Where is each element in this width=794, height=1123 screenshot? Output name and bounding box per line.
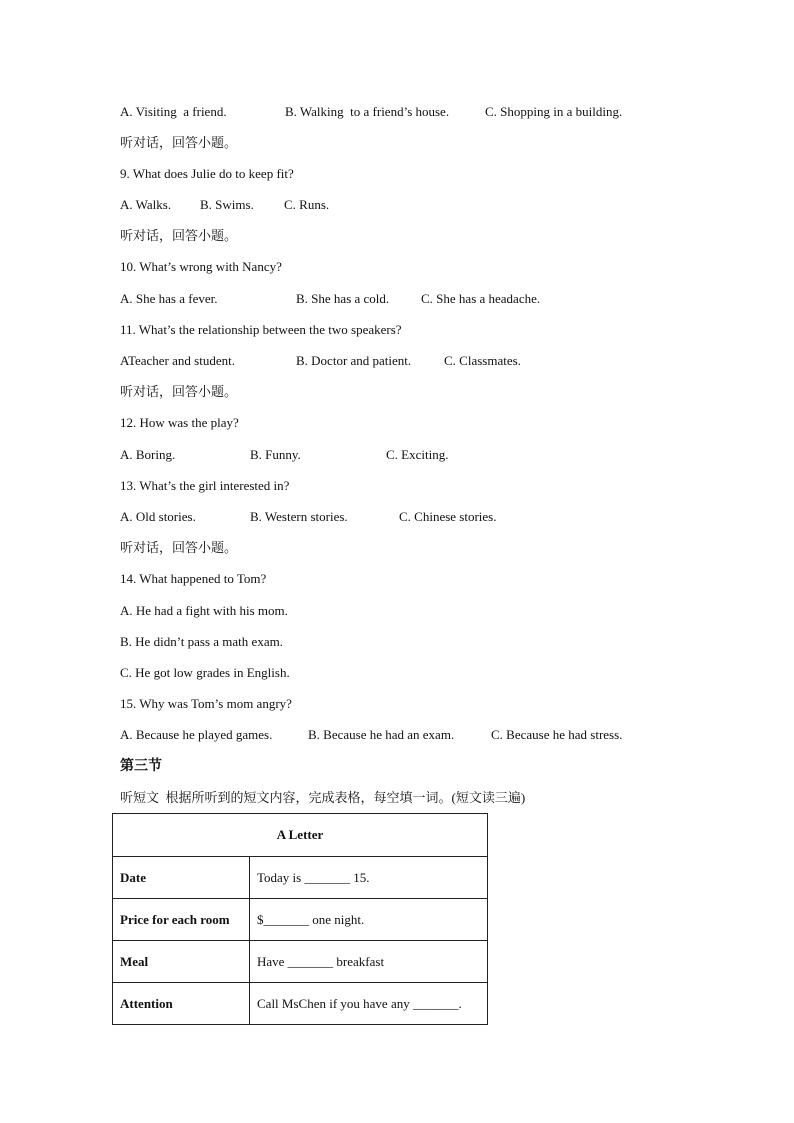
q11-option-b: B. Doctor and patient. xyxy=(296,353,412,368)
q11-question: 11. What’s the relationship between the two speakers? xyxy=(120,322,402,337)
q14-option-a: A. He had a fight with his mom. xyxy=(120,603,288,618)
q10-option-a: A. She has a fever. xyxy=(120,291,218,306)
q11-option-c: C. Classmates. xyxy=(444,353,521,368)
section-instruction: 听短文 根据所听到的短文内容，完成表格，每空填一词。(短文读三遍) xyxy=(120,790,526,805)
q15-question: 15. Why was Tom’s mom angry? xyxy=(120,696,292,711)
row-label-attention: Attention xyxy=(113,983,250,1025)
q9-option-b: B. Swims. xyxy=(200,197,254,212)
row-value-attention: Call MsChen if you have any _______. xyxy=(250,983,488,1025)
instruction-4: 听对话，回答小题。 xyxy=(120,540,238,555)
q14-option-c: C. He got low grades in English. xyxy=(120,665,290,680)
q8-option-c: C. Shopping in a building. xyxy=(485,104,623,119)
instruction-2: 听对话，回答小题。 xyxy=(120,228,238,243)
q15-option-a: A. Because he played games. xyxy=(120,727,273,742)
q13-option-c: C. Chinese stories. xyxy=(399,509,497,524)
q10-question: 10. What’s wrong with Nancy? xyxy=(120,259,282,274)
q11-option-a: ATeacher and student. xyxy=(120,353,235,368)
q10-option-b: B. She has a cold. xyxy=(296,291,390,306)
q8-option-b: B. Walking to a friend’s house. xyxy=(285,104,450,119)
q15-option-b: B. Because he had an exam. xyxy=(308,727,455,742)
table-title: A Letter xyxy=(113,814,488,857)
q12-question: 12. How was the play? xyxy=(120,415,239,430)
instruction-1: 听对话，回答小题。 xyxy=(120,135,238,150)
row-value-price: $_______ one night. xyxy=(250,899,488,941)
row-label-price: Price for each room xyxy=(113,899,250,941)
row-label-meal: Meal xyxy=(113,941,250,983)
q8-option-a: A. Visiting a friend. xyxy=(120,104,227,119)
table-row xyxy=(113,857,488,899)
q12-option-b: B. Funny. xyxy=(250,447,301,462)
row-label-date: Date xyxy=(113,857,250,899)
row-value-meal: Have _______ breakfast xyxy=(250,941,488,983)
q9-question: 9. What does Julie do to keep fit? xyxy=(120,166,294,181)
q13-option-b: B. Western stories. xyxy=(250,509,348,524)
q12-option-c: C. Exciting. xyxy=(386,447,449,462)
table-row xyxy=(113,899,488,941)
section-heading: 第三节 xyxy=(120,759,162,774)
q14-option-b: B. He didn’t pass a math exam. xyxy=(120,634,283,649)
q9-option-c: C. Runs. xyxy=(284,197,330,212)
q14-question: 14. What happened to Tom? xyxy=(120,571,267,586)
table-row xyxy=(113,941,488,983)
q9-option-a: A. Walks. xyxy=(120,197,172,212)
q10-option-c: C. She has a headache. xyxy=(421,291,541,306)
table-title-row xyxy=(113,814,488,857)
letter-table xyxy=(112,813,488,1025)
table-row xyxy=(113,983,488,1025)
instruction-3: 听对话，回答小题。 xyxy=(120,384,238,399)
q13-option-a: A. Old stories. xyxy=(120,509,196,524)
q13-question: 13. What’s the girl interested in? xyxy=(120,478,290,493)
q15-option-c: C. Because he had stress. xyxy=(491,727,623,742)
q12-option-a: A. Boring. xyxy=(120,447,176,462)
row-value-date: Today is _______ 15. xyxy=(250,857,488,899)
